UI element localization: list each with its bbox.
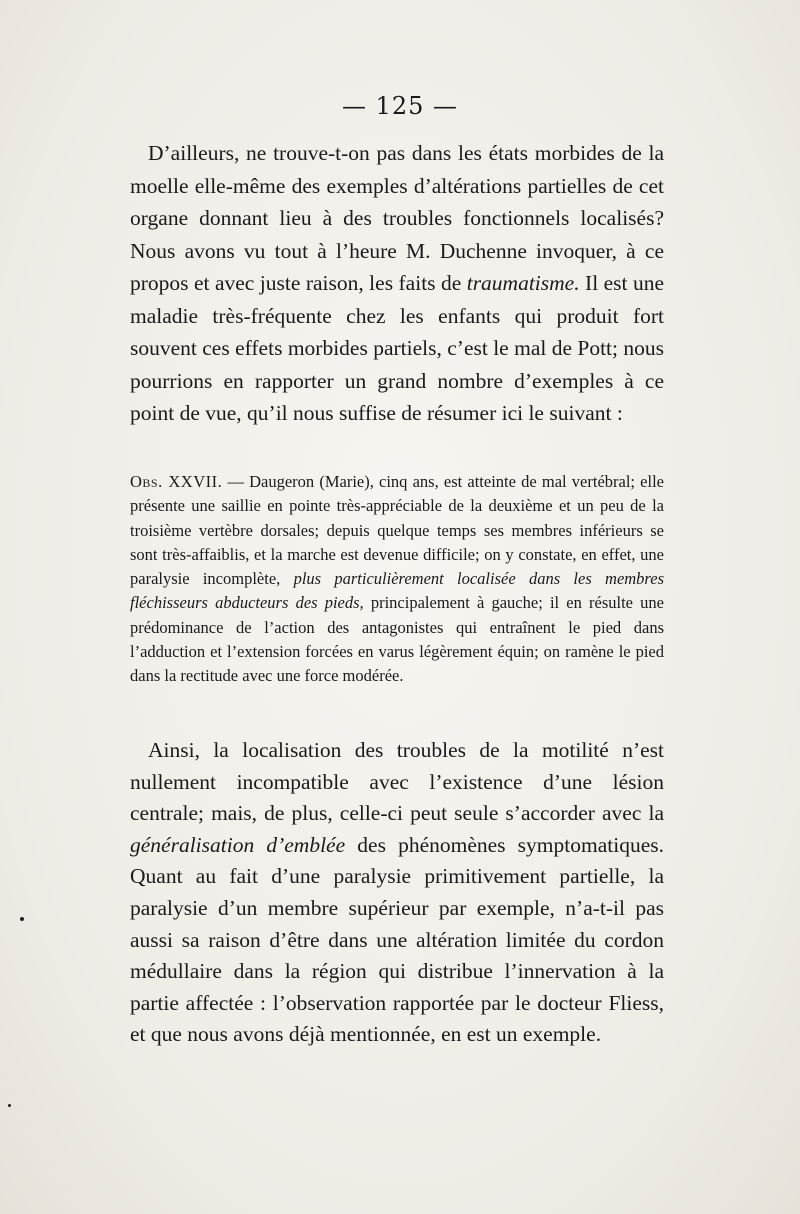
paragraph-3-italic: généralisation d’emblée xyxy=(130,832,346,857)
paragraph-1-text-a: D’ailleurs, ne trouve-t-on pas dans les états morbides de la moelle elle-même des exemples d’altérations partielles de cet organe donnant lieu à des troubles fonctionnels localisés? Nous avons vu tout à l’heure M. Duchenne invoquer, à ce propos et avec juste raison, les faits de xyxy=(130,141,664,295)
observation-27 xyxy=(130,470,664,689)
paragraph-1-italic: traumatisme. xyxy=(466,271,580,295)
scan-speck xyxy=(8,1104,11,1107)
paragraph-3-text-b: des phénomènes symptomatiques. Quant au fait d’une paralysie primitivement partielle, la paralysie d’un membre supérieur par exemple, n’a-t-il pas aussi sa raison d’être dans une altération limitée du cordon médullaire dans la région qui distribue l’innervation à la partie affectée : l’observation rapportée par le docteur Fliess, et que nous avons déjà mentionnée, en est un exemple. xyxy=(130,832,664,1047)
observation-label: Obs. XXVII. xyxy=(130,472,223,491)
observation-text-b: principalement à gauche; il en résulte une prédominance de l’action des antagonistes qui entraînent le pied dans l’adduction et l’extension forcées en varus légèrement équin; on ramène le pied dans la rectitude avec une force modérée. xyxy=(130,593,664,686)
observation-italic: plus particulièrement localisée dans les membres fléchisseurs abducteurs des pieds, xyxy=(130,569,664,613)
paragraph-1 xyxy=(130,137,664,430)
observation-text-a: — Daugeron (Marie), cinq ans, est atteinte de mal vertébral; elle présente une saillie en pointe très-appréciable de la deuxième et un peu de la troisième vertèbre dorsales; depuis quelque temps ses membres inférieurs se sont très-affaiblis, et la marche est devenue difficile; on y constate, en effet, une paralysie incomplète, xyxy=(130,472,664,589)
page-number: — 125 — xyxy=(341,92,459,120)
paragraph-3 xyxy=(130,735,664,1051)
paragraph-3-text-a: Ainsi, la localisation des troubles de la motilité n’est nullement incompatible avec l’existence d’une lésion centrale; mais, de plus, celle-ci peut seule s’accorder avec la xyxy=(130,738,664,826)
scan-speck xyxy=(20,917,24,921)
paragraph-1-text-b: Il est une maladie très-fréquente chez les enfants qui produit fort souvent ces effets morbides partiels, c’est le mal de Pott; nous pourrions en rapporter un grand nombre d’exemples à ce point de vue, qu’il nous suffise de résumer ici le suivant : xyxy=(130,271,664,425)
